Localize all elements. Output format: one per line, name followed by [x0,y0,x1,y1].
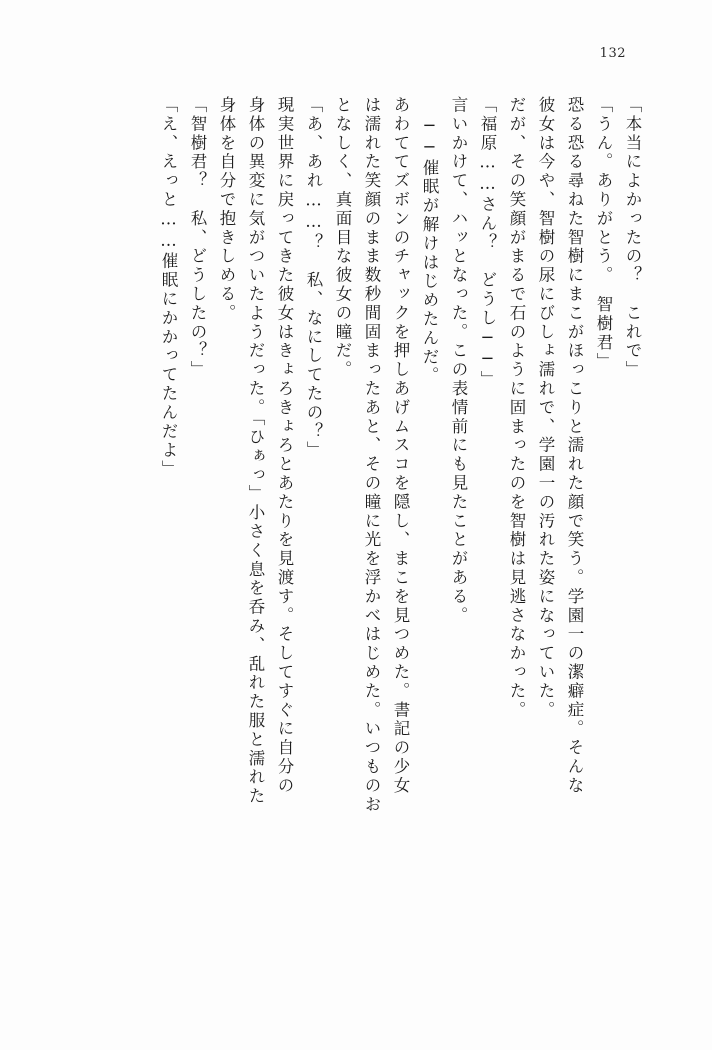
text-line: 「え、えっと……催眠にかかってたんだよ」 [159,96,178,479]
text-line: となしく、真面目な彼女の瞳だ。 [333,96,352,380]
text-line: 「福原……さん？ どうし──」 [478,96,497,390]
text-line: 「智樹君？ 私、どうしたの？」 [188,96,207,380]
text-line: 「うん。ありがとう。 智樹君」 [594,96,613,372]
text-line: ──催眠が解けはじめたんだ。 [420,116,439,386]
text-line: 身体を自分で抱きしめる。 [217,96,236,323]
text-line: は濡れた笑顔のまま数秒間固まったあと、その瞳に光を浮かべはじめた。いつものお [362,96,381,815]
text-line: 言いかけて、ハッとなった。この表情前にも見たことがある。 [449,96,468,626]
text-line: 彼女は今や、智樹の尿にびしょ濡れで、学園一の汚れた姿になっていた。 [536,96,555,720]
text-line: あわててズボンのチャックを押しあげムスコを隠し、まこを見つめた。書記の少女 [391,96,410,796]
page-number: 132 [599,46,626,61]
text-line: 現実世界に戻ってきた彼女はきょろきょろとあたりを見渡す。そしてすぐに自分の [275,96,294,796]
text-line: 「本当によかったの？ これで」 [623,96,642,380]
vertical-text-body [62,96,640,980]
text-line: 恐る恐る尋ねた智樹にまこがほっこりと濡れた顔で笑う。学園一の潔癖症。そんな [565,96,584,796]
text-line: 「あ、あれ……？ 私、なにしてたの？」 [304,96,323,461]
text-line: だが、その笑顔がまるで石のように固まったのを智樹は見逃さなかった。 [507,96,526,720]
text-line: 身体の異変に気がついたようだった。「ひぁっ」小さく息を呑み、乱れた服と濡れた [246,96,265,806]
